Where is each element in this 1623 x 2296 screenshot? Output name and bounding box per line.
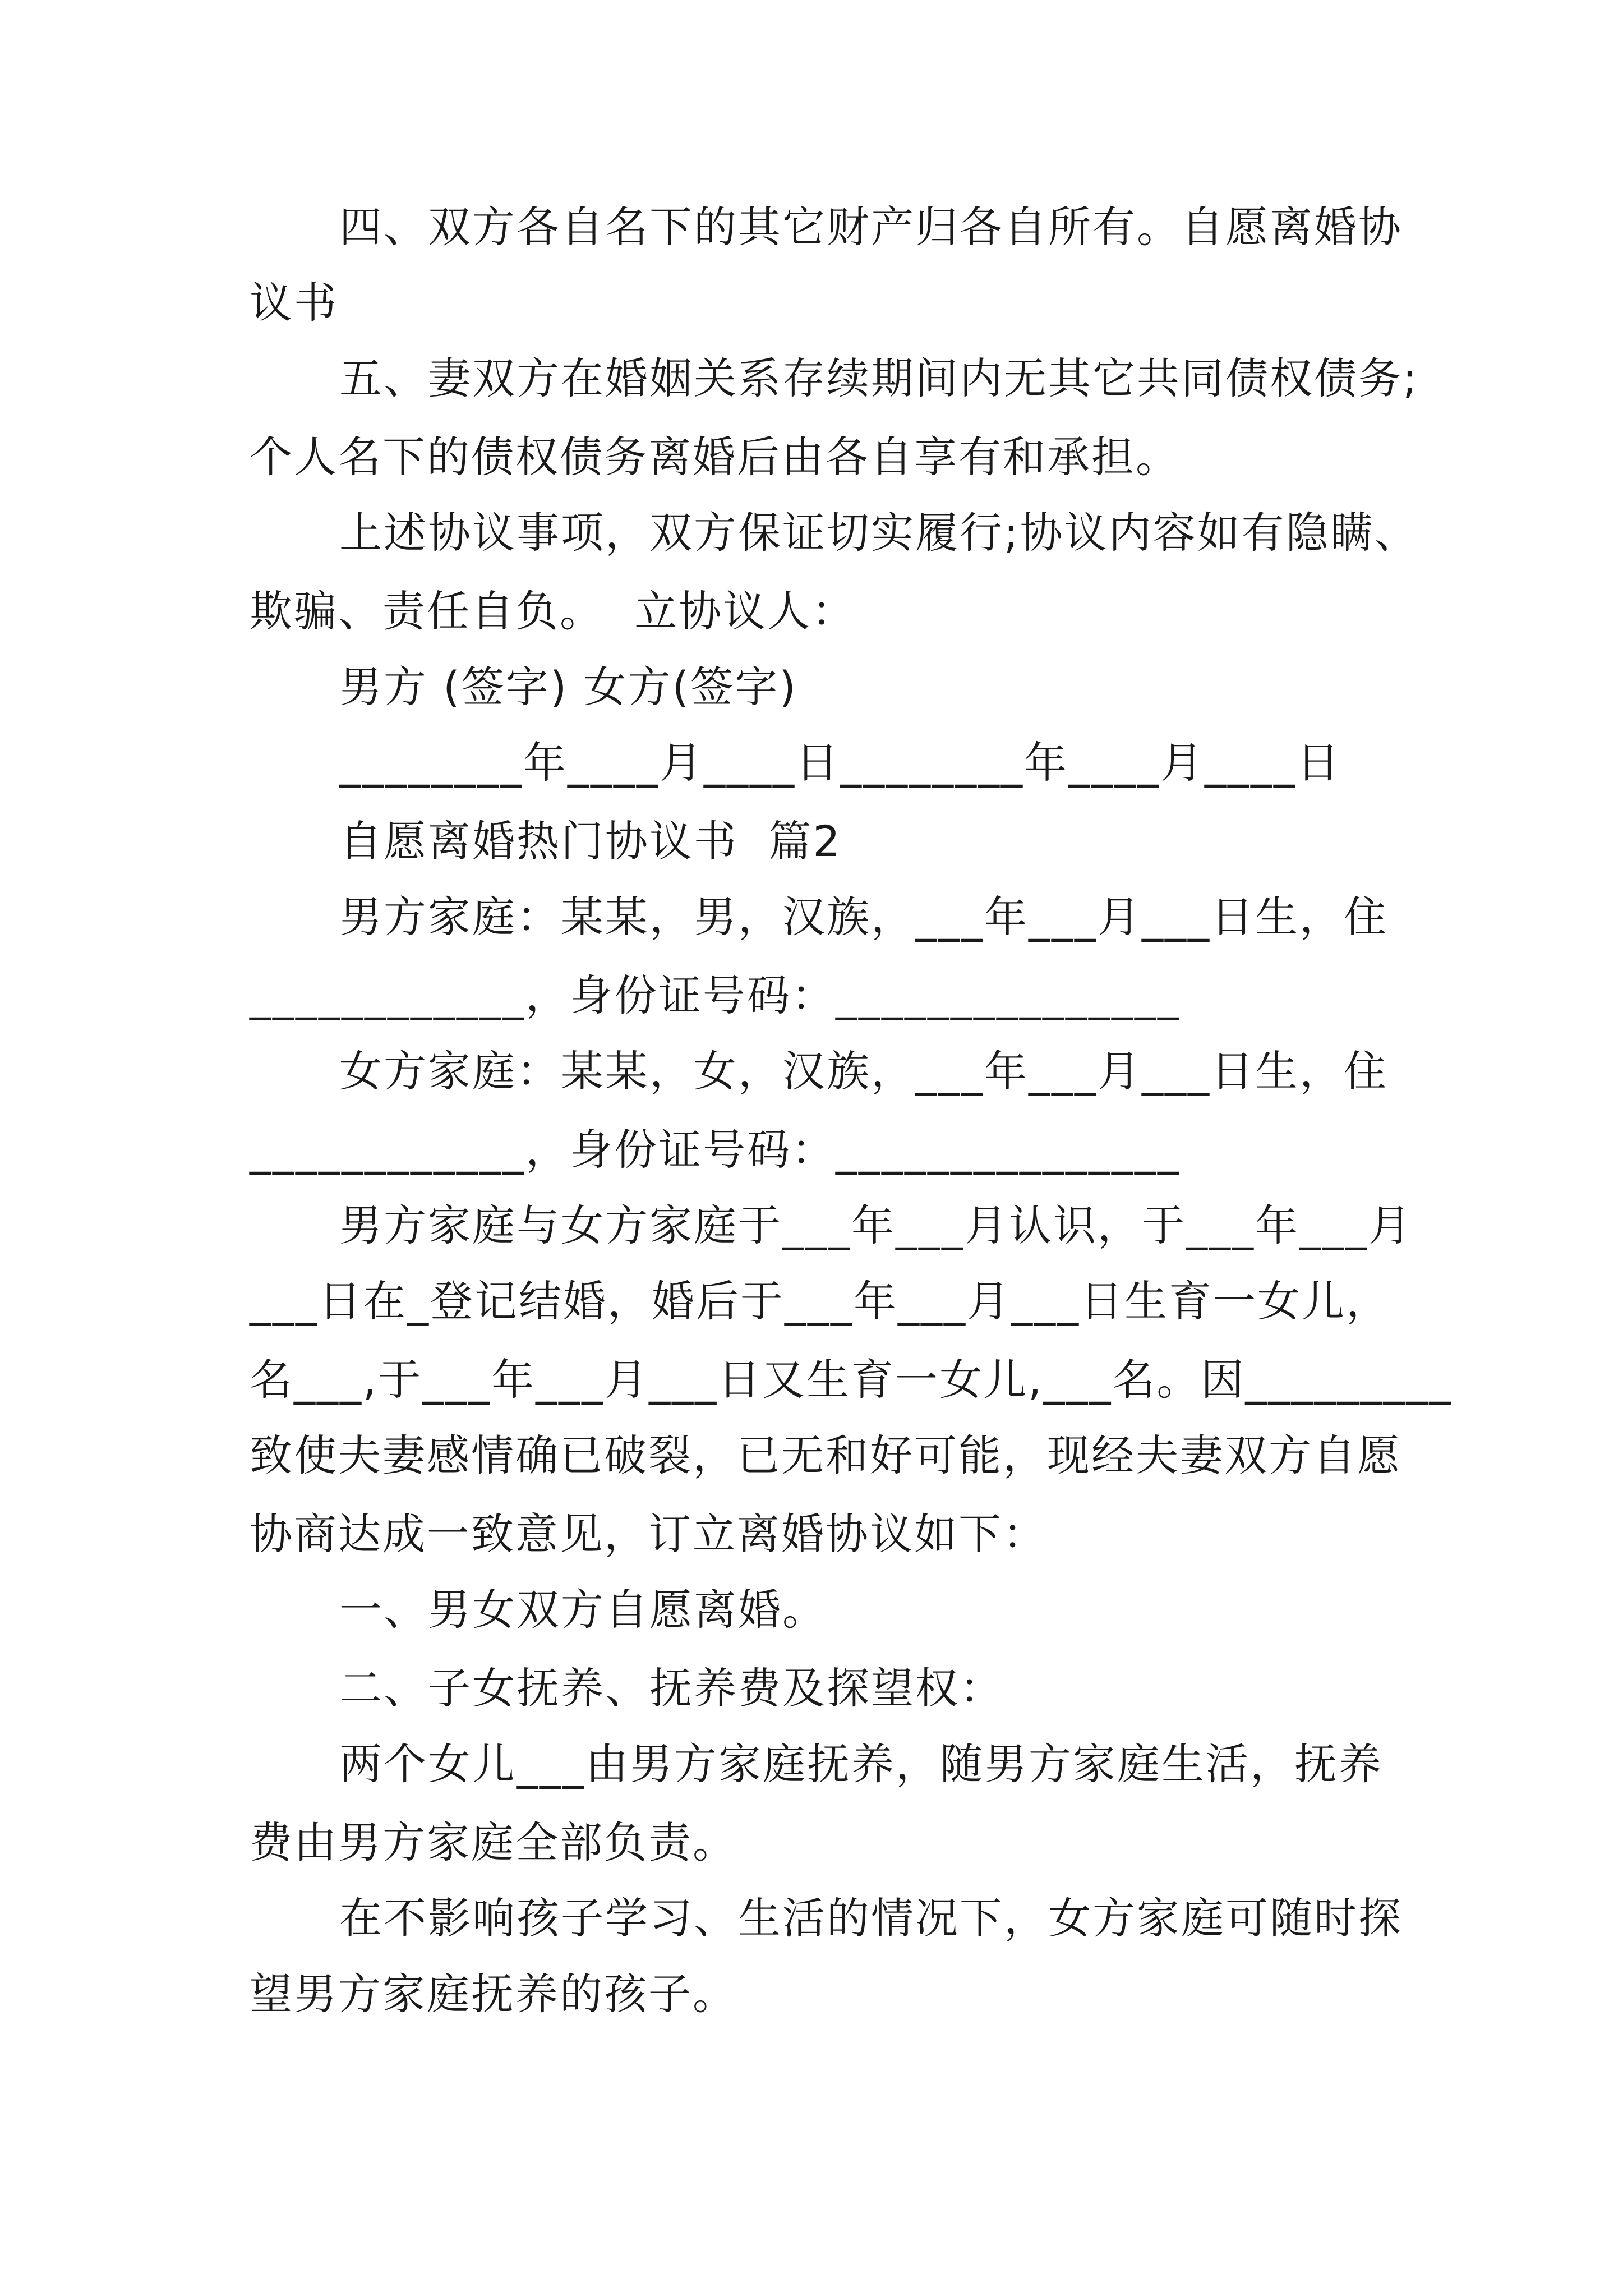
text-line: 五、妻双方在婚姻关系存续期间内无其它共同债权债务; [339, 353, 1419, 403]
text-line: 致使夫妻感情确已破裂，已无和好可能，现经夫妻双方自愿 [250, 1430, 1401, 1480]
text-line: 在不影响孩子学习、生活的情况下，女方家庭可随时探 [339, 1893, 1403, 1943]
text-line: 四、双方各自名下的其它财产归各自所有。自愿离婚协 [339, 202, 1403, 252]
text-line: 欺骗、责任自负。 立协议人： [250, 586, 856, 636]
text-line: 议书 [250, 278, 338, 328]
text-line: 两个女儿___由男方家庭抚养，随男方家庭生活，抚养 [339, 1739, 1383, 1789]
section-heading: 自愿离婚热门协议书 篇2 [339, 816, 842, 866]
text-line: 上述协议事项，双方保证切实履行;协议内容如有隐瞒、 [339, 508, 1419, 558]
text-line: 名___,于___年___月___日又生育一女儿,___名。因_________ [250, 1355, 1453, 1405]
text-line: 二、子女抚养、抚养费及探望权： [339, 1663, 1004, 1713]
text-line: 协商达成一致意见，订立离婚协议如下： [250, 1509, 1047, 1559]
text-line: ____________，身份证号码：_______________ [250, 1125, 1181, 1175]
text-line: 女方家庭：某某，女，汉族，___年___月___日生，住 [339, 1046, 1388, 1096]
text-line: 一、男女双方自愿离婚。 [339, 1585, 827, 1635]
text-line: 望男方家庭抚养的孩子。 [250, 1969, 737, 2019]
text-line: 费由男方家庭全部负责。 [250, 1818, 737, 1867]
text-line: ___日在_登记结婚，婚后于___年___月___日生育一女儿， [250, 1276, 1390, 1326]
text-line: 男方家庭：某某，男，汉族，___年___月___日生，住 [339, 892, 1388, 942]
text-line: 男方 (签字) 女方(签字) [339, 662, 797, 712]
text-line: ________年____月____日________年____月____日 [339, 738, 1341, 788]
text-line: ____________，身份证号码：_______________ [250, 970, 1181, 1020]
text-line: 个人名下的债权债务离婚后由各自享有和承担。 [250, 432, 1180, 482]
text-line: 男方家庭与女方家庭于___年___月认识，于___年___月 [339, 1200, 1413, 1250]
